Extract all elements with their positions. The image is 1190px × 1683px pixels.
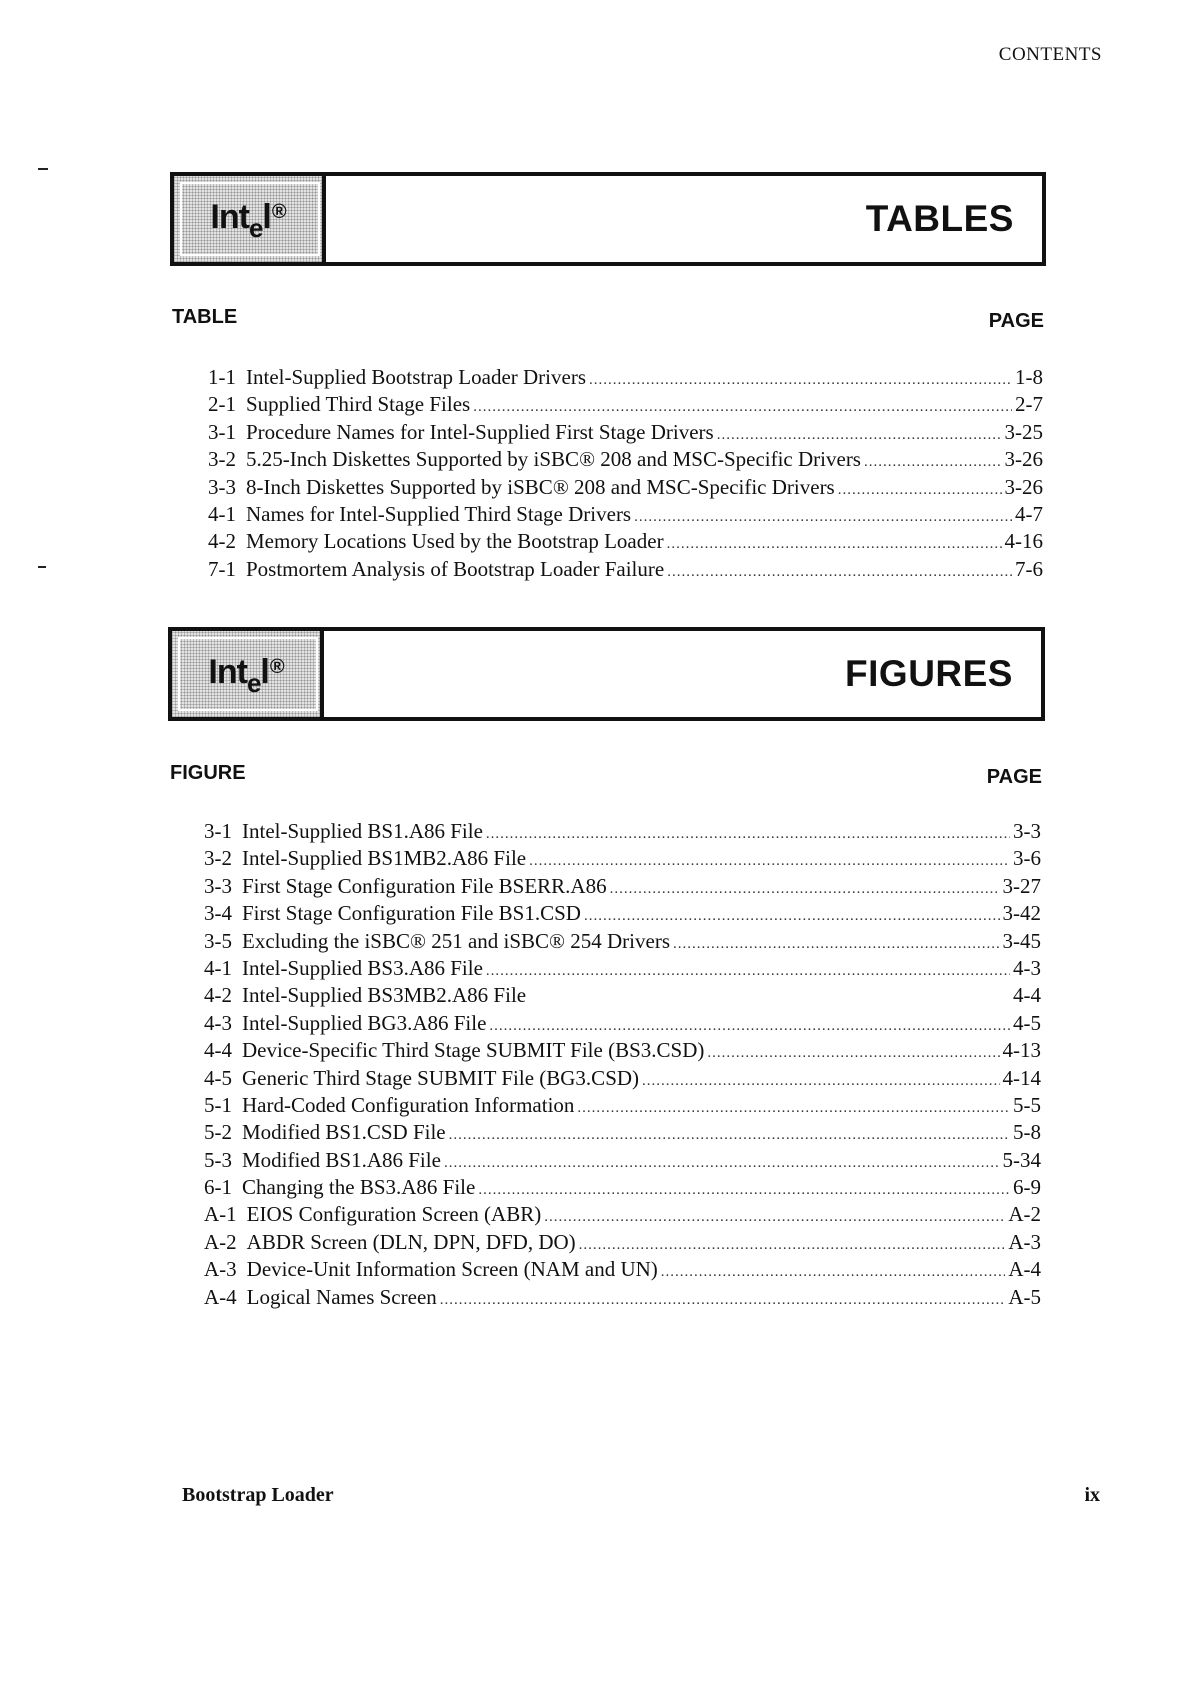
entry-number: A-2 xyxy=(204,1229,237,1254)
figure-entry xyxy=(204,1257,1041,1284)
entry-page-number: 3-25 xyxy=(1004,419,1043,444)
figure-entry xyxy=(204,1230,1041,1257)
figures-list xyxy=(204,819,1041,1312)
entry-title: Supplied Third Stage Files xyxy=(246,392,471,417)
entry-page-number: 6-9 xyxy=(1013,1175,1041,1200)
entry-title: Hard-Coded Configuration Information xyxy=(242,1092,575,1117)
tables-list xyxy=(208,365,1043,584)
entry-page-number: 3-27 xyxy=(1002,873,1041,898)
entry-title: 5.25-Inch Diskettes Supported by iSBC® 208 and MSC-Specific Drivers xyxy=(246,447,861,472)
entry-title: Changing the BS3.A86 File xyxy=(242,1175,476,1200)
entry-title: Intel-Supplied BS1MB2.A86 File xyxy=(242,846,527,871)
entry-page-number: 3-6 xyxy=(1013,846,1041,871)
footer-page-number: ix xyxy=(1084,1484,1100,1506)
entry-title: Modified BS1.A86 File xyxy=(242,1147,441,1172)
entry-number: 5-2 xyxy=(204,1120,232,1145)
running-header: CONTENTS xyxy=(998,44,1102,65)
figure-entry xyxy=(204,956,1041,983)
entry-title: Intel-Supplied BS1.A86 File xyxy=(242,819,483,843)
table-entry xyxy=(208,475,1043,502)
figures-heading: FIGURES xyxy=(845,653,1013,694)
intel-logo-box xyxy=(172,631,324,717)
margin-mark xyxy=(38,566,46,568)
dot-leader xyxy=(444,1155,1000,1172)
entry-number: 6-1 xyxy=(204,1175,232,1200)
intel-logo: Int$_e$l® xyxy=(208,652,284,698)
entry-number: 5-1 xyxy=(204,1092,232,1117)
entry-number: 4-3 xyxy=(204,1010,232,1035)
entry-page-number: 5-34 xyxy=(1002,1147,1041,1172)
entry-number: 2-1 xyxy=(208,392,236,417)
entry-title: Excluding the iSBC® 251 and iSBC® 254 Drivers xyxy=(242,928,670,953)
table-entry xyxy=(208,557,1043,584)
entry-title: Device-Specific Third Stage SUBMIT File (BS3.CSD) xyxy=(242,1038,705,1063)
entry-title: Names for Intel-Supplied Third Stage Drivers xyxy=(246,501,632,526)
dot-leader xyxy=(838,482,1002,499)
entry-page-number: A-2 xyxy=(1008,1202,1041,1227)
entry-title: Generic Third Stage SUBMIT File (BG3.CSD) xyxy=(242,1065,640,1090)
dot-leader xyxy=(673,936,1000,953)
dot-leader xyxy=(634,509,1012,526)
entry-title: 8-Inch Diskettes Supported by iSBC® 208 and MSC-Specific Drivers xyxy=(246,474,835,499)
table-entry xyxy=(208,392,1043,419)
dot-leader xyxy=(544,1209,1005,1226)
figure-entry xyxy=(204,1148,1041,1175)
entry-title: Modified BS1.CSD File xyxy=(242,1120,446,1145)
dot-leader xyxy=(478,1182,1010,1199)
figure-entry xyxy=(204,1093,1041,1120)
figure-entry xyxy=(204,983,1041,1010)
entry-title: Postmortem Analysis of Bootstrap Loader Failure xyxy=(246,556,665,581)
entry-number: 4-2 xyxy=(208,529,236,554)
entry-page-number: 7-6 xyxy=(1015,556,1043,581)
table-entry xyxy=(208,447,1043,474)
table-entry xyxy=(208,365,1043,392)
entry-number: 3-2 xyxy=(208,447,236,472)
dot-leader xyxy=(589,372,1012,389)
entry-number: 3-3 xyxy=(204,873,232,898)
entry-title: Intel-Supplied BG3.A86 File xyxy=(242,1010,487,1035)
intel-logo: Int$_e$l® xyxy=(210,197,286,243)
entry-title: Logical Names Screen xyxy=(246,1284,437,1309)
figure-entry xyxy=(204,901,1041,928)
dot-leader xyxy=(642,1073,999,1090)
figure-entry xyxy=(204,1285,1041,1312)
entry-page-number: 4-16 xyxy=(1004,529,1043,554)
entry-number: A-4 xyxy=(204,1284,237,1309)
dot-leader xyxy=(577,1100,1010,1117)
figure-entry xyxy=(204,874,1041,901)
dot-leader xyxy=(717,427,1002,444)
entry-title: Device-Unit Information Screen (NAM and UN) xyxy=(246,1257,658,1282)
entry-page-number: 4-7 xyxy=(1015,501,1043,526)
entry-page-number: 3-26 xyxy=(1004,474,1043,499)
dot-leader xyxy=(486,963,1010,980)
figure-entry xyxy=(204,1038,1041,1065)
figure-column-label: FIGURE xyxy=(170,762,246,784)
entry-page-number: 4-14 xyxy=(1002,1065,1041,1090)
dot-leader xyxy=(661,1264,1006,1281)
dot-leader xyxy=(486,826,1010,843)
figures-banner xyxy=(168,627,1045,721)
entry-title: First Stage Configuration File BS1.CSD xyxy=(242,901,581,926)
entry-page-number: A-5 xyxy=(1008,1284,1041,1309)
figure-entry xyxy=(204,819,1041,846)
entry-number: 3-1 xyxy=(208,419,236,444)
table-entry xyxy=(208,420,1043,447)
entry-number: 3-2 xyxy=(204,846,232,871)
entry-page-number: A-4 xyxy=(1008,1257,1041,1282)
figure-entry xyxy=(204,1202,1041,1229)
entry-number: A-1 xyxy=(204,1202,237,1227)
entry-number: 3-4 xyxy=(204,901,232,926)
dot-leader xyxy=(449,1127,1010,1144)
entry-number: 4-2 xyxy=(204,983,232,1008)
table-column-label: TABLE xyxy=(172,306,238,328)
entry-page-number: 5-5 xyxy=(1013,1092,1041,1117)
entry-number: 4-1 xyxy=(208,501,236,526)
entry-page-number: 3-42 xyxy=(1002,901,1041,926)
entry-page-number: 4-13 xyxy=(1002,1038,1041,1063)
figure-entry xyxy=(204,1011,1041,1038)
dot-leader xyxy=(707,1045,999,1062)
entry-number: 4-1 xyxy=(204,955,232,980)
figure-entry xyxy=(204,846,1041,873)
entry-page-number: 3-45 xyxy=(1002,928,1041,953)
entry-number: 7-1 xyxy=(208,556,236,581)
entry-title: EIOS Configuration Screen (ABR) xyxy=(246,1202,542,1227)
entry-number: 5-3 xyxy=(204,1147,232,1172)
dot-leader xyxy=(610,881,1000,898)
entry-page-number: 3-26 xyxy=(1004,447,1043,472)
entry-title: Procedure Names for Intel-Supplied First Stage Drivers xyxy=(246,419,714,444)
entry-page-number: 4-5 xyxy=(1013,1010,1041,1035)
entry-page-number: 2-7 xyxy=(1015,392,1043,417)
entry-page-number: 4-3 xyxy=(1013,955,1041,980)
page-column-label: PAGE xyxy=(986,766,1042,788)
page-column-label: PAGE xyxy=(988,310,1044,332)
table-entry xyxy=(208,529,1043,556)
entry-title: ABDR Screen (DLN, DPN, DFD, DO) xyxy=(246,1229,576,1254)
dot-leader xyxy=(489,1018,1010,1035)
dot-leader xyxy=(667,536,1002,553)
entry-title: Intel-Supplied Bootstrap Loader Drivers xyxy=(246,365,586,389)
dot-leader xyxy=(579,1237,1006,1254)
entry-number: 3-5 xyxy=(204,928,232,953)
footer-title: Bootstrap Loader xyxy=(182,1484,334,1506)
tables-banner xyxy=(170,172,1046,266)
entry-number: 4-4 xyxy=(204,1038,232,1063)
dot-leader xyxy=(667,564,1012,581)
margin-mark xyxy=(38,168,48,170)
entry-number: 3-3 xyxy=(208,474,236,499)
tables-heading: TABLES xyxy=(865,198,1014,239)
figure-entry xyxy=(204,1066,1041,1093)
dot-leader xyxy=(584,908,1000,925)
dot-leader xyxy=(440,1292,1006,1309)
entry-number: 4-5 xyxy=(204,1065,232,1090)
entry-title: Intel-Supplied BS3MB2.A86 File xyxy=(242,983,527,1008)
intel-logo-box xyxy=(174,176,326,262)
entry-page-number: 3-3 xyxy=(1013,819,1041,843)
entry-number: 3-1 xyxy=(204,819,232,843)
figure-entry xyxy=(204,929,1041,956)
entry-number: 1-1 xyxy=(208,365,236,389)
table-entry xyxy=(208,502,1043,529)
figure-entry xyxy=(204,1120,1041,1147)
entry-page-number: 4-4 xyxy=(1013,983,1041,1008)
figure-entry xyxy=(204,1175,1041,1202)
dot-leader xyxy=(529,853,1010,870)
entry-title: Intel-Supplied BS3.A86 File xyxy=(242,955,483,980)
entry-title: Memory Locations Used by the Bootstrap Loader xyxy=(246,529,664,554)
entry-page-number: 5-8 xyxy=(1013,1120,1041,1145)
entry-number: A-3 xyxy=(204,1257,237,1282)
entry-title: First Stage Configuration File BSERR.A86 xyxy=(242,873,607,898)
entry-page-number: A-3 xyxy=(1008,1229,1041,1254)
dot-leader xyxy=(864,454,1002,471)
dot-leader xyxy=(473,399,1012,416)
entry-page-number: 1-8 xyxy=(1015,365,1043,389)
